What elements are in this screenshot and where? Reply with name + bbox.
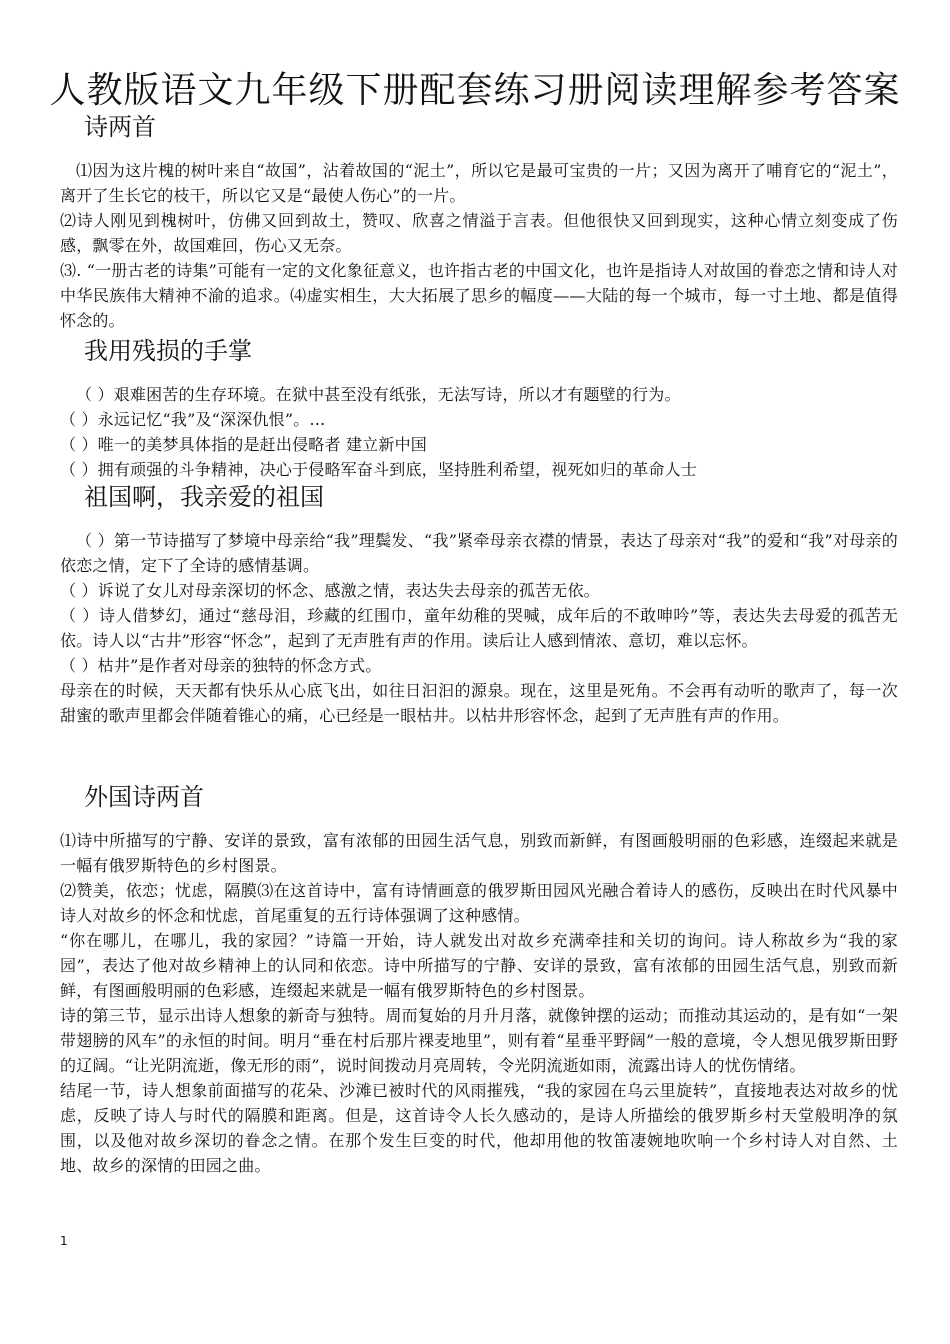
answer-paragraph: ⑵诗人刚见到槐树叶，仿佛又回到故土，赞叹、欣喜之情溢于言表。但他很快又回到现实，这种心情立刻变成了伤感，飘零在外，故国难回，伤心又无奈。 <box>60 211 898 255</box>
answer-paragraph: 结尾一节，诗人想象前面描写的花朵、沙滩已被时代的风雨摧残，“我的家园在乌云里旋转”，直接地表达对故乡的忧虑，反映了诗人与时代的隔膜和距离。但是，这首诗令人长久感动的，是诗人所描绘的俄罗斯乡村天堂般明净的氛围，以及他对故乡深切的眷念之情。在那个发生巨变的时代，他却用他的牧笛凄婉地吹响一个乡村诗人对自然、土地、故乡的深情的田园之曲。 <box>60 1081 898 1175</box>
answer-paragraph: ⑵赞美，依恋；忧虑，隔膜⑶在这首诗中，富有诗情画意的俄罗斯田园风光融合着诗人的感伤，反映出在时代风暴中诗人对故乡的怀念和忧虑，首尾重复的五行诗体强调了这种感情。 <box>60 881 898 925</box>
answer-paragraph: ⑴诗中所描写的宁静、安详的景致，富有浓郁的田园生活气息，别致而新鲜，有图画般明丽的色彩感，连缀起来就是一幅有俄罗斯特色的乡村图景。 <box>60 831 898 875</box>
answer-paragraph: （ ）枯井”是作者对母亲的独特的怀念方式。 <box>60 656 382 675</box>
section-heading: 外国诗两首 <box>84 783 204 811</box>
page-number: 1 <box>60 1234 68 1248</box>
answer-paragraph: （ ）第一节诗描写了梦境中母亲给“我”理鬓发、“我”紧牵母亲衣襟的情景，表达了母亲对“我”的爱和“我”对母亲的依恋之情，定下了全诗的感情基调。 <box>60 531 898 575</box>
answer-paragraph: （ ）拥有顽强的斗争精神，决心于侵略军奋斗到底，坚持胜利希望，视死如归的革命人士 <box>60 460 698 479</box>
answer-paragraph: （ ）永远记忆“我”及“深深仇恨”。… <box>60 410 326 429</box>
answer-paragraph: 母亲在的时候，天天都有快乐从心底飞出，如往日汩汩的源泉。现在，这里是死角。不会再有动听的歌声了，每一次甜蜜的歌声里都会伴随着锥心的痛，心已经是一眼枯井。以枯井形容怀念，起到了无声胜有声的作用。 <box>60 681 898 725</box>
answer-paragraph: ⑶. “一册古老的诗集”可能有一定的文化象征意义，也许指古老的中国文化，也许是指诗人对故国的眷恋之情和诗人对中华民族伟大精神不渝的追求。⑷虚实相生，大大拓展了思乡的幅度——大陆的每一个城市，每一寸土地、都是值得怀念的。 <box>60 261 898 330</box>
answer-paragraph: 诗的第三节，显示出诗人想象的新奇与独特。周而复始的月升月落，就像钟摆的运动；而推动其运动的，是有如“一架带翅膀的风车”的永恒的时间。明月“垂在村后那片裸麦地里”，则有着“星垂平野阔”一般的意境，令人想见俄罗斯田野的辽阔。“让光阴流逝，像无形的雨”，说时间拨动月亮周转，令光阴流逝如雨，流露出诗人的忧伤情绪。 <box>60 1006 898 1075</box>
answer-paragraph: （ ）艰难困苦的生存环境。在狱中甚至没有纸张，无法写诗，所以才有题壁的行为。 <box>76 385 681 404</box>
document-title: 人教版语文九年级下册配套练习册阅读理解参考答案 <box>49 70 901 112</box>
section-heading: 我用残损的手掌 <box>84 337 252 365</box>
answer-paragraph: “你在哪儿，在哪儿，我的家园？”诗篇一开始，诗人就发出对故乡充满牵挂和关切的询问。诗人称故乡为“我的家园”，表达了他对故乡精神上的认同和依恋。诗中所描写的宁静、安详的景致，富有浓郁的田园生活气息，别致而新鲜，有图画般明丽的色彩感，连缀起来就是一幅有俄罗斯特色的乡村图景。 <box>60 931 898 1000</box>
answer-paragraph: （ ）唯一的美梦具体指的是赶出侵略者 建立新中国 <box>60 435 427 454</box>
answer-paragraph: （ ）诗人借梦幻，通过“慈母泪，珍藏的红围巾，童年幼稚的哭喊，成年后的不敢呻吟”等，表达失去母爱的孤苦无依。诗人以“古井”形容“怀念”，起到了无声胜有声的作用。读后让人感到情浓、意切，难以忘怀。 <box>60 606 898 650</box>
answer-paragraph: ⑴因为这片槐的树叶来自“故国”，沾着故国的“泥土”，所以它是最可宝贵的一片；又因为离开了哺育它的“泥土”，离开了生长它的枝干，所以它又是“最使人伤心”的一片。 <box>60 161 898 205</box>
section-two-poems <box>60 110 898 333</box>
section-my-dear-motherland <box>60 480 898 728</box>
section-two-foreign-poems <box>60 780 898 1178</box>
section-heading: 诗两首 <box>84 113 156 141</box>
section-my-damaged-palm <box>60 334 898 482</box>
section-heading: 祖国啊，我亲爱的祖国 <box>84 483 324 511</box>
answer-paragraph: （ ）诉说了女儿对母亲深切的怀念、感激之情，表达失去母亲的孤苦无依。 <box>60 581 600 600</box>
